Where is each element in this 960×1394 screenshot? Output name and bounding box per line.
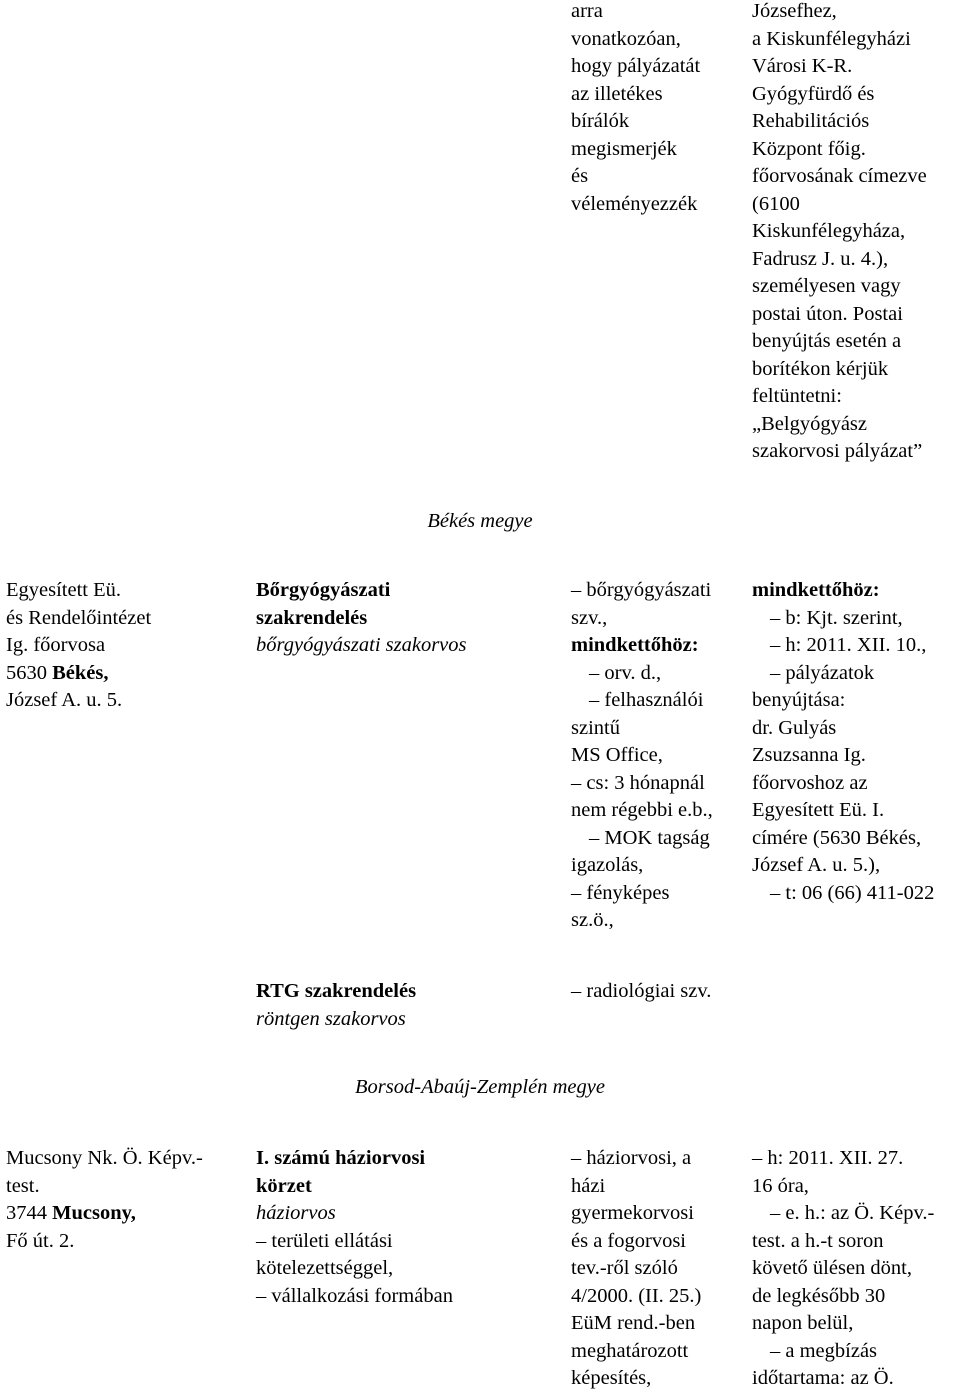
text-line: „Belgyógyász: [752, 412, 867, 435]
text-line: test. a h.-t soron: [752, 1229, 884, 1252]
address-line: [6, 1200, 203, 1228]
text-line: szv.,: [571, 606, 608, 629]
text-line: az illetékes: [571, 82, 663, 105]
text-line: dr. Gulyás: [752, 716, 837, 739]
text-line: József A. u. 5.: [6, 689, 123, 711]
text-line: Zsuzsanna Ig.: [752, 744, 866, 766]
text-line: Fő út. 2.: [6, 1229, 75, 1252]
text-line: vonatkozóan,: [571, 27, 681, 50]
text-line: – háziorvosi, a: [571, 1147, 692, 1169]
text-line: – vállalkozási formában: [256, 1284, 453, 1307]
text-line: – a megbízás: [770, 1339, 878, 1362]
top-col-e: [752, 0, 927, 466]
borsod-position: [256, 1145, 453, 1310]
text-line: főorvoshoz az: [752, 771, 868, 794]
text-line: Rehabilitációs: [752, 110, 870, 132]
text-line: Városi K-R.: [752, 55, 853, 77]
text-line: – orv. d.,: [589, 661, 662, 684]
text-line: postai úton. Postai: [752, 302, 903, 325]
text-line: gyermekorvosi: [571, 1202, 694, 1224]
borsod-conditions: [752, 1145, 934, 1393]
bekes-requirements-1: [571, 577, 713, 935]
text-line: Központ főig.: [752, 137, 866, 160]
bekes-position-2: [256, 978, 416, 1033]
text-line: MS Office,: [571, 744, 663, 766]
text-line: – pályázatok: [770, 661, 875, 684]
position-title: RTG szakrendelés: [256, 980, 417, 1002]
text-line: házi: [571, 1174, 606, 1197]
county-heading-borsod: Borsod-Abaúj-Zemplén megye: [355, 1076, 605, 1098]
text-line: – t: 06 (66) 411-022: [770, 881, 935, 904]
position-role: háziorvos: [256, 1202, 336, 1224]
text-line: véleményezzék: [571, 192, 698, 215]
text-line: napon belül,: [752, 1312, 854, 1334]
text-line: – cs: 3 hónapnál: [571, 771, 705, 794]
bekes-conditions-1: [752, 577, 934, 907]
bekes-requirements-2: [571, 978, 711, 1006]
text-line: EüM rend.-ben: [571, 1312, 696, 1334]
position-role: röntgen szakorvos: [256, 1007, 406, 1030]
zip-code: 5630: [6, 661, 47, 684]
text-line: Egyesített Eü.: [6, 579, 122, 601]
text-line: sz.ö.,: [571, 909, 614, 931]
text-line: Fadrusz J. u. 4.),: [752, 247, 889, 270]
position-title: körzet: [256, 1174, 312, 1197]
county-heading-bekes: Békés megye: [427, 510, 533, 532]
text-line: Mucsony Nk. Ö. Képv.-: [6, 1147, 203, 1169]
zip-code: 3744: [6, 1202, 47, 1224]
bekes-employer: [6, 577, 151, 715]
text-line: (6100: [752, 192, 800, 215]
text-line: – felhasználói: [589, 689, 704, 711]
text-line: 16 óra,: [752, 1174, 809, 1197]
text-line: – b: Kjt. szerint,: [770, 606, 903, 629]
borsod-employer: [6, 1145, 203, 1255]
text-line: – h: 2011. XII. 10.,: [770, 634, 927, 656]
text-line: test.: [6, 1174, 40, 1197]
text-line: – bőrgyógyászati: [571, 579, 712, 601]
text-line: és Rendelőintézet: [6, 606, 152, 629]
city-name: Békés,: [52, 661, 109, 684]
text-line: Józsefhez,: [752, 0, 837, 22]
text-line: képesítés,: [571, 1367, 652, 1389]
text-line: igazolás,: [571, 854, 644, 876]
text-line: József A. u. 5.),: [752, 854, 881, 876]
text-line: főorvosának címezve: [752, 165, 927, 187]
text-line: nem régebbi e.b.,: [571, 799, 713, 821]
city-name: Mucsony,: [52, 1202, 136, 1224]
text-line: személyesen vagy: [752, 275, 901, 297]
borsod-requirements: [571, 1145, 701, 1393]
text-line: borítékon kérjük: [752, 357, 889, 380]
text-line: feltüntetni:: [752, 385, 842, 407]
text-line: tev.-ről szóló: [571, 1257, 678, 1279]
text-line: 4/2000. (II. 25.): [571, 1284, 702, 1307]
text-line: és a fogorvosi: [571, 1229, 687, 1252]
text-line: Gyógyfürdő és: [752, 82, 875, 105]
text-line: szintű: [571, 716, 620, 739]
text-line: kötelezettséggel,: [256, 1257, 394, 1279]
text-line: – radiológiai szv.: [571, 980, 712, 1002]
text-line: Egyesített Eü. I.: [752, 799, 885, 821]
text-line: mindkettőhöz:: [752, 579, 880, 601]
position-title: Bőrgyógyászati: [256, 579, 391, 601]
position-title: szakrendelés: [256, 606, 368, 629]
position-role: bőrgyógyászati szakorvos: [256, 634, 467, 656]
text-line: arra: [571, 0, 603, 22]
text-line: Ig. főorvosa: [6, 634, 106, 656]
text-line: de legkésőbb 30: [752, 1284, 886, 1307]
text-line: követő ülésen dönt,: [752, 1257, 912, 1279]
text-line: Kiskunfélegyháza,: [752, 220, 906, 242]
text-line: hogy pályázatát: [571, 55, 701, 77]
text-line: benyújtás esetén a: [752, 330, 902, 352]
text-line: szakorvosi pályázat”: [752, 440, 923, 462]
text-line: – fényképes: [571, 881, 670, 904]
text-line: – területi ellátási: [256, 1229, 393, 1252]
text-line: meghatározott: [571, 1339, 689, 1362]
text-line: benyújtása:: [752, 689, 846, 711]
bekes-position-1: [256, 577, 467, 660]
address-line: [6, 660, 151, 688]
text-line: mindkettőhöz:: [571, 634, 699, 656]
text-line: megismerjék: [571, 137, 677, 160]
text-line: – MOK tagság: [589, 826, 710, 849]
position-title: I. számú háziorvosi: [256, 1147, 426, 1169]
top-col-d: [571, 0, 700, 218]
text-line: időtartama: az Ö.: [752, 1367, 894, 1389]
text-line: – e. h.: az Ö. Képv.-: [770, 1202, 935, 1224]
text-line: a Kiskunfélegyházi: [752, 27, 911, 50]
text-line: bírálók: [571, 110, 630, 132]
text-line: – h: 2011. XII. 27.: [752, 1147, 904, 1169]
text-line: címére (5630 Békés,: [752, 826, 922, 849]
text-line: és: [571, 165, 589, 187]
